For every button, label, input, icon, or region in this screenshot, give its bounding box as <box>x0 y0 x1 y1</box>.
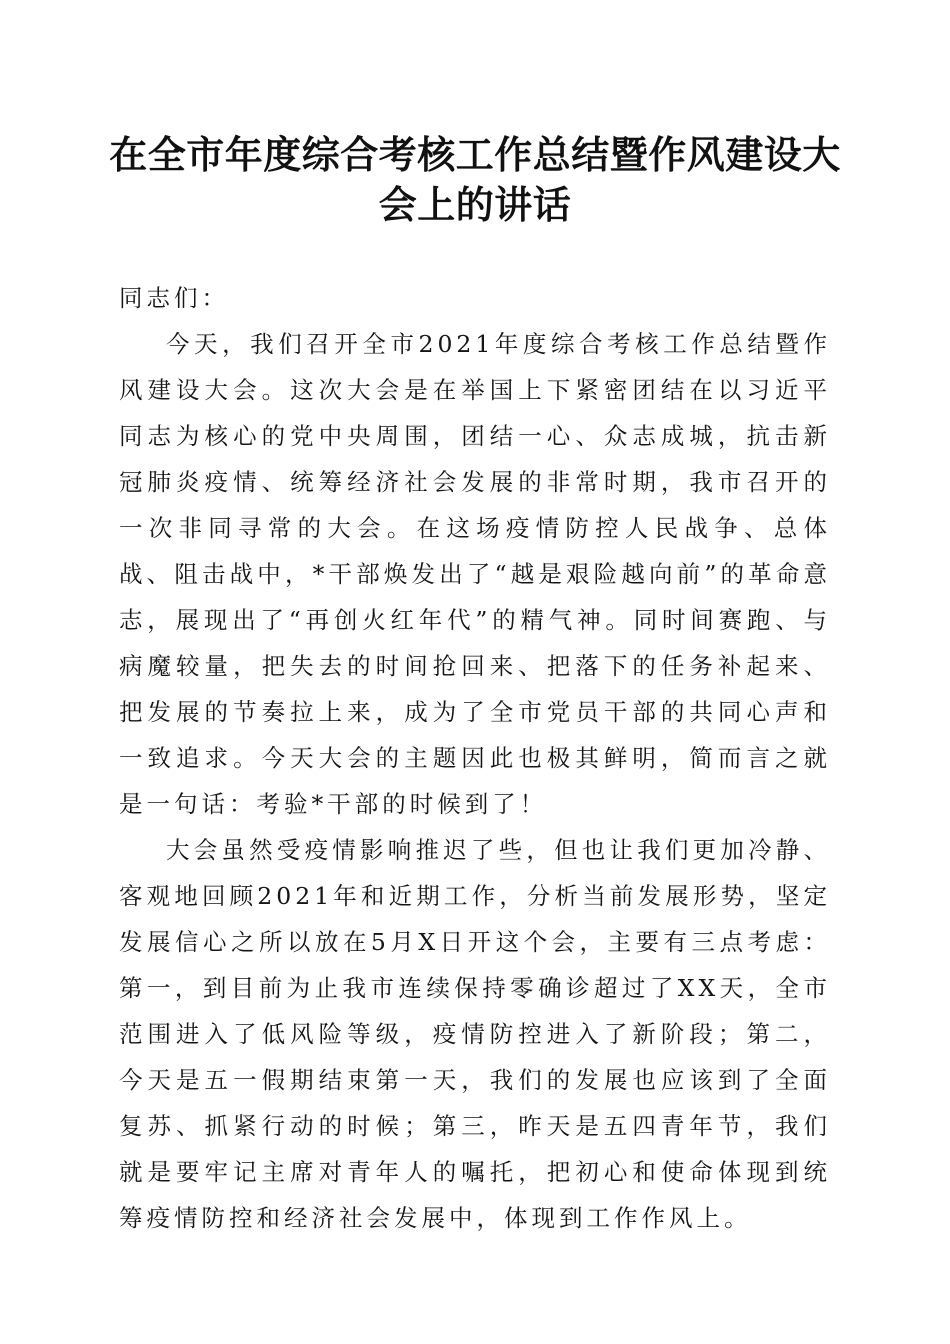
salutation: 同志们： <box>119 284 229 312</box>
document-title: 在全市年度综合考核工作总结暨作风建设大会上的讲话 <box>109 132 841 227</box>
paragraph-1: 今天，我们召开全市2021年度综合考核工作总结暨作风建设大会。这次大会是在举国上下紧密团结在以习近平同志为核心的党中央周围，团结一心、众志成城，抗击新冠肺炎疫情、统筹经济社会发展的非常时期，我市召开的一次非同寻常的大会。在这场疫情防控人民战争、总体战、阻击战中，*干部焕发出了“越是艰险越向前”的革命意志，展现出了“再创火红年代”的精气神。同时间赛跑、与病魔较量，把失去的时间抢回来、把落下的任务补起来、把发展的节奏拉上来，成为了全市党员干部的共同心声和一致追求。今天大会的主题因此也极其鲜明，简而言之就是一句话：考验*干部的时候到了！ <box>119 330 831 818</box>
document-body <box>119 275 831 1241</box>
paragraph-2: 大会虽然受疫情影响推迟了些，但也让我们更加冷静、客观地回顾2021年和近期工作，分析当前发展形势，坚定发展信心之所以放在5月X日开这个会，主要有三点考虑：第一，到目前为止我市连续保持零确诊超过了XX天，全市范围进入了低风险等级，疫情防控进入了新阶段；第二，今天是五一假期结束第一天，我们的发展也应该到了全面复苏、抓紧行动的时候；第三，昨天是五四青年节，我们就是要牢记主席对青年人的嘱托，把初心和使命体现到统筹疫情防控和经济社会发展中，体现到工作作风上。 <box>119 836 831 1232</box>
